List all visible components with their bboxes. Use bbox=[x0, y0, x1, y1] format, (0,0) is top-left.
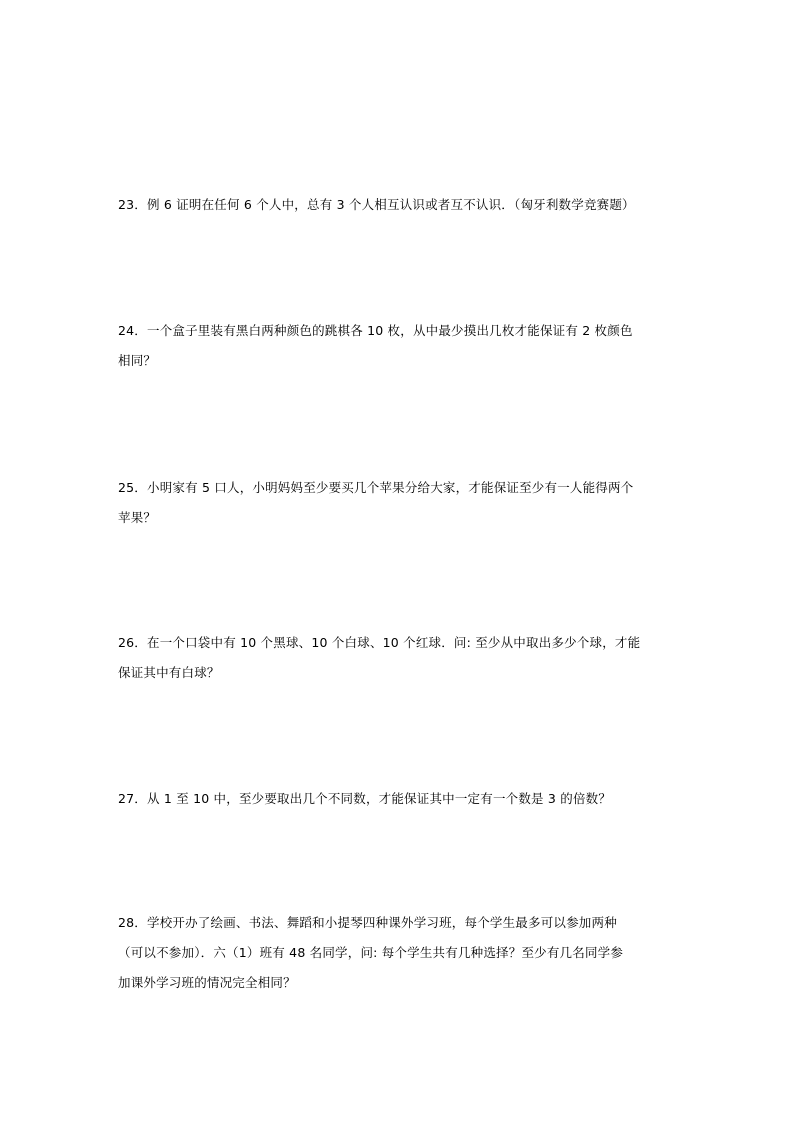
problem-23-line-1: 23．例 6 证明在任何 6 个人中，总有 3 个人相互认识或者互不认识．（匈牙利数学竞赛题） bbox=[118, 197, 635, 212]
problem-26-line-2: 保证其中有白球？ bbox=[118, 665, 220, 680]
problem-24-line-1: 24．一个盒子里装有黑白两种颜色的跳棋各 10 枚，从中最少摸出几枚才能保证有 2 枚颜色 bbox=[118, 323, 633, 338]
problem-28-line-2: （可以不参加）．六（1）班有 48 名同学，问: 每个学生共有几种选择？至少有几名同学参 bbox=[118, 945, 624, 960]
problem-25-line-1: 25．小明家有 5 口人，小明妈妈至少要买几个苹果分给大家，才能保证至少有一人能得两个 bbox=[118, 480, 634, 495]
problem-28-line-1: 28．学校开办了绘画、书法、舞蹈和小提琴四种课外学习班，每个学生最多可以参加两种 bbox=[118, 915, 617, 930]
problem-24-line-2: 相同？ bbox=[118, 353, 157, 368]
problem-27 bbox=[118, 784, 678, 814]
problem-25 bbox=[118, 473, 678, 533]
problem-25-line-2: 苹果？ bbox=[118, 510, 157, 525]
problem-27-line-1: 27．从 1 至 10 中，至少要取出几个不同数，才能保证其中一定有一个数是 3 的倍数？ bbox=[118, 791, 612, 806]
problem-23 bbox=[118, 190, 678, 220]
problem-28-line-3: 加课外学习班的情况完全相同？ bbox=[118, 975, 296, 990]
problem-26 bbox=[118, 628, 678, 688]
problem-26-line-1: 26．在一个口袋中有 10 个黑球、10 个白球、10 个红球．问: 至少从中取出多少个球，才能 bbox=[118, 635, 641, 650]
problem-28 bbox=[118, 908, 678, 998]
problem-24 bbox=[118, 316, 678, 376]
